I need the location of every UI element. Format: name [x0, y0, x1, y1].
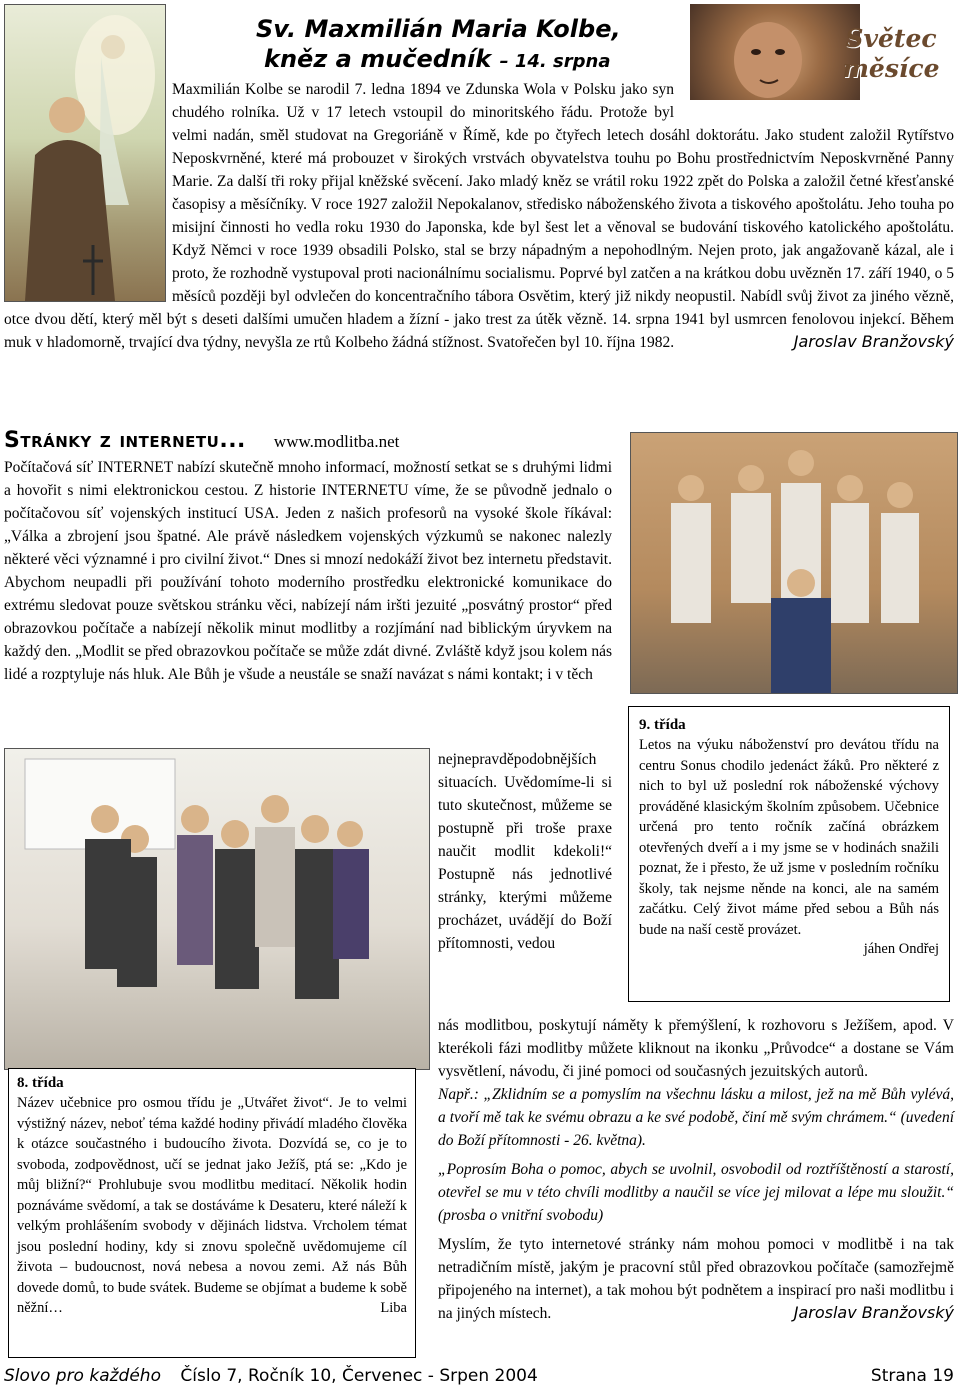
saint-of-month-stamp: Světec měsíce: [842, 24, 940, 83]
internet-url: www.modlitba.net: [273, 432, 400, 451]
class-9-heading: 9. třída: [639, 717, 686, 733]
footer-issue: Číslo 7, Ročník 10, Červenec - Srpen 2004: [180, 1366, 538, 1386]
class-9-text: Letos na výuku náboženství pro devátou třídu na centru Sonus chodilo jedenáct žáků. Pro některé z nich to byl už poslední rok náboženské výchovy prováděné klasickým školním způsobem. Učebnice určená pro tento ročník začíná obrázkem otevřených dveří a i my jsme se v hodinách snažili poznat, že i přesto, že už jsme v posledním ročníku školy, tak nejsme něnde na konci, ale na samém začátku. Celý život máme před sebou a Bůh nás bude na naší cestě provázet.: [639, 737, 939, 938]
internet-title: Stránky z internetu...: [4, 428, 246, 453]
kolbe-body-text: Maxmilián Kolbe se narodil 7. ledna 1894 ve Zdunska Wola v Polsku jako syn chudého rolníka. Už v 17 letech vstoupil do minoritského řádu. Protože byl velmi nadán, směl studovat na Gregoriáně v Římě, kde po čtyřech letech dosáhl doktorátu. Jako student založil Rytířstvo Neposkvrněné, které má probouzet v širokých vrstvách obyvatelstva touhu po Bohu prostřednictvím Neposkvrněné Panny Marie. Za další tři roky přijal kněžské svěcení. Jako mladý kněz se vrátil roku 1922 zpět do Polska a založil četné křesťanské časopisy a měsíčníky. V roce 1927 založil Nepokalanov, středisko náboženského života a tiskového apoštolátu. Jeho touha po misijní činnosti ho vedla roku 1930 do Japonska, kde byl šest let a věnoval se budování tiskového katolického apoštolátu. Když Němci v roce 1939 obsadili Polsko, stal se brzy nápadným a nepohodlným. Nejen proto, jak angažovaně kázal, ale i proto, že rozhodně vystupoval proti nacionálnímu socialismu. Poprvé byl zatčen a na krátkou dobu uvězněn 17. září 1940, o 5 měsíců později byl odvlečen do koncentračního tábora Osvětim, který již nikdy neopustil. Nabídl svůj život za jiného vězně, otce dvou dětí, který měl být s deseti dalšími umučen hladem a žízní - jako trest za útěk vězně. 14. srpna 1941 byl usmrcen fenolovou injekcí. Během muk v hladomorně, trvající dva týdny, nevyšla ze rtů Kolbeho žádná stížnost. Svatořečen byl 10. října 1982.: [4, 81, 954, 351]
internet-quote-2: „Poprosím Boha o pomoc, abych se uvolnil, osvobodil od roztříštěností a starostí, otevřel se mu v této chvíli modlitby a naučil se více jej milovat a lépe mu sloužit.“ (prosba o vnitřní svobodu): [438, 1161, 954, 1224]
internet-quote-1: Např.: „Zklidním se a pomyslím na všechnu lásku a milost, jež na mě Bůh vylévá, a tvoří mě tak ke svému obrazu a ke své podobě, činí mě svým chrámem.“ (uvedení do Boží přítomnosti - 26. května).: [438, 1086, 954, 1149]
internet-text-b: nejnepravděpodobnějších situacích. Uvědomíme-li si tuto skutečnost, můžeme se postupně při troše praxe naučit modlit kdekoli!“ Postupně nás jednotlivé stránky, kterými můžeme procházet, uvádějí do Boží přítomnosti, vedou: [438, 751, 612, 952]
internet-header: [4, 428, 624, 453]
title-line-1: Sv. Maxmilián Maria Kolbe,: [256, 15, 621, 43]
article-title: [256, 14, 676, 77]
class-8-group-photo: [4, 748, 430, 1070]
class-9-author: jáhen Ondřej: [863, 941, 939, 957]
class-8-box: [8, 1068, 416, 1358]
footer-page: Strana 19: [870, 1366, 954, 1386]
class-8-heading: 8. třída: [17, 1075, 64, 1091]
class-8-author: Liba: [380, 1300, 407, 1316]
page-footer: [4, 1364, 954, 1388]
class-9-group-photo: [630, 432, 958, 694]
internet-text-d: Myslím, že tyto internetové stránky nám mohou pomoci v modlitbě i na tak netradičním místě, jakým je pracovní stůl před obrazovkou počítače (samozřejmě připojeného na internet), a tak mohou být podnětem a inspirací pro naši modlitbu i na jiných místech.: [438, 1236, 954, 1322]
title-date: – 14. srpna: [499, 51, 611, 72]
kolbe-author: Jaroslav Branžovský: [793, 332, 954, 351]
footer-publication: Slovo pro každého: [4, 1366, 161, 1386]
article-kolbe: [4, 78, 954, 352]
class-8-text: Název učebnice pro osmou třídu je „Utvářet život“. Je to velmi výstižný název, neboť téma každé hodiny přivádí mladého člověka k otázce součastného i budoucího života. Dozvídá se, co je to svoboda, zodpovědnost, učí se jednat jako Ježíš, ptá se: „Kdo je můj bližní?“ Prohlubuje svou modlitbu meditací. Několik hodin poznáváme svědomí, a tak se dostáváme k Desateru, které náleží k velkým prohlášením svobody v dějinách lidstva. Vrcholem témat jsou poslední hodiny, kdy si znovu společně uvědomujeme cíl života – budoucnost, nová nebesa a novou zemi. Až nás Bůh dovede domů, to bude svátek. Budeme se objímat a budeme k sobě něžní… Liba: [17, 1093, 407, 1319]
title-line-2: kněz a mučedník: [264, 45, 492, 73]
internet-author: Jaroslav Branžovský: [793, 1303, 954, 1322]
internet-text-a: Počítačová síť INTERNET nabízí skutečně mnoho informací, možností setkat se s druhými lidmi a hovořit s nimi elektronickou cestou. Z historie INTERNETU víme, že se původně jednalo o počítačovou síť vojenských institucí USA. Jeden z našich profesorů na vysoké škole říkával: „Válka a zbrojení jsou špatné. Ale právě následkem vojenských výzkumů se nakonec nalezly některé věci významné i pro civilní život.“ Dnes si mnozí nedokáží život bez internetu představit. Abychom neupadli při používání tohoto moderního prostředku elektronické komunikace do extrému sledovat pouze světskou stránku věci, nabízejí nám iršti jezuité „posvátný prostor“ před obrazovkou počítače a nabízejí několik minut modlitby a rozjímání nad biblickým úryvkem na každý den. „Modlit se před obrazovkou počítače se může zdát divné. Zvláště když jsou kolem nás lidé a rozptyluje nás hluk. Ale Bůh je všude a neustále se snaží navázat s námi kontakt; i v těch: [4, 459, 612, 683]
internet-text-c: nás modlitbou, poskytují náměty k přemýšlení, k rozhovoru s Ježíšem, apod. V kterékoli fázi modlitby můžete kliknout na ikonku „Průvodce“ a dostane se Vám vysvětlení, návodu, či jiné pomoci od současných jezuitských autorů. Např.: „Zklidním se a pomyslím na všechnu lásku a milost, jež na mě Bůh vylévá, a tvoří mě tak ke svému obrazu a ke své podobě, činí mě svým chrámem.“ (uvedení do Boží přítomnosti - 26. května). „Poprosím Boha o pomoc, abych se uvolnil, osvobodil od roztříštěností a starostí, otevřel se mu v této chvíli modlitby a naučil se více jej milovat a lépe mu sloužit.“ (prosba o vnitřní svobodu) Myslím, že tyto internetové stránky nám mohou pomoci v modlitbě i na tak netradičním místě, jakým je pracovní stůl před obrazovkou počítače (samozřejmě připojeného na internet), a tak mohou být podnětem a inspirací pro naši modlitbu i na jiných místech. Jaroslav Branžovský: [438, 1014, 954, 1323]
class-9-box: [628, 706, 950, 1002]
